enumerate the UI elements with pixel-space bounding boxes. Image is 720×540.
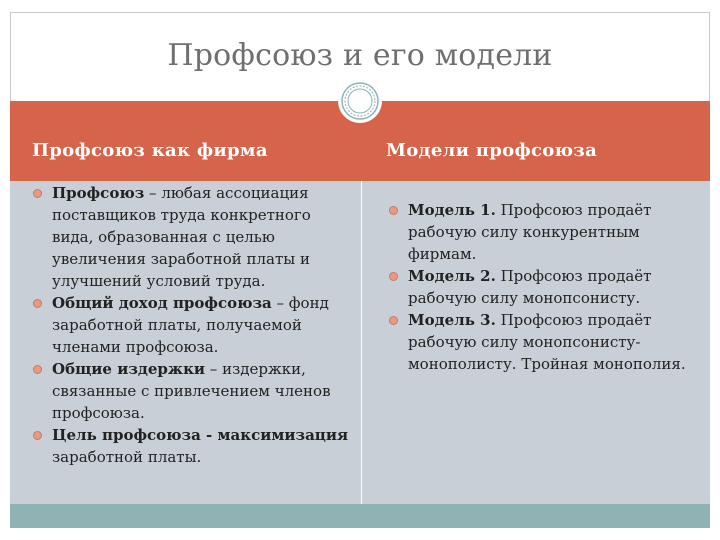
bullet-term: Общий доход профсоюза xyxy=(52,294,272,312)
right-bullet-list xyxy=(388,199,698,375)
list-item xyxy=(32,182,350,292)
bullet-icon xyxy=(33,299,42,308)
left-column-header: Профсоюз как фирма xyxy=(32,140,268,161)
footer-band xyxy=(10,504,710,528)
bullet-icon xyxy=(389,272,398,281)
bullet-text: Профсоюз продаёт рабочую силу конкурентным фирмам. xyxy=(408,201,652,263)
list-item xyxy=(32,424,350,468)
column-divider xyxy=(361,181,362,504)
left-bullet-list xyxy=(32,182,350,468)
bullet-term: Профсоюз xyxy=(52,184,145,202)
bullet-text: – издержки, связанные с привлечением членов профсоюза. xyxy=(52,360,331,422)
bullet-term: Общие издержки xyxy=(52,360,206,378)
bullet-text: Профсоюз продаёт рабочую силу монопсонисту. xyxy=(408,267,652,307)
bullet-text: – любая ассоциация поставщиков труда конкретного вида, образованная с целью увеличения заработной платы и улучшений условий труда. xyxy=(52,184,311,290)
bullet-text: заработной платы. xyxy=(52,448,202,466)
list-item xyxy=(32,292,350,358)
bullet-term: Модель 2. xyxy=(408,267,496,285)
bullet-term: Модель 3. xyxy=(408,311,496,329)
list-item xyxy=(388,199,698,265)
bullet-icon xyxy=(33,365,42,374)
bullet-term: Модель 1. xyxy=(408,201,496,219)
bullet-icon xyxy=(389,206,398,215)
list-item xyxy=(32,358,350,424)
circle-ornament-icon xyxy=(337,78,383,124)
bullet-icon xyxy=(33,189,42,198)
list-item xyxy=(388,309,698,375)
bullet-icon xyxy=(33,431,42,440)
bullet-term: Цель профсоюза - максимизация xyxy=(52,426,349,444)
bullet-icon xyxy=(389,316,398,325)
slide-title: Профсоюз и его модели xyxy=(167,38,553,73)
bullet-text: Профсоюз продаёт рабочую силу монопсонисту-монополисту. Тройная монополия. xyxy=(408,311,686,373)
list-item xyxy=(388,265,698,309)
right-column-header: Модели профсоюза xyxy=(386,140,598,161)
bullet-text: – фонд заработной платы, получаемой членами профсоюза. xyxy=(52,294,329,356)
